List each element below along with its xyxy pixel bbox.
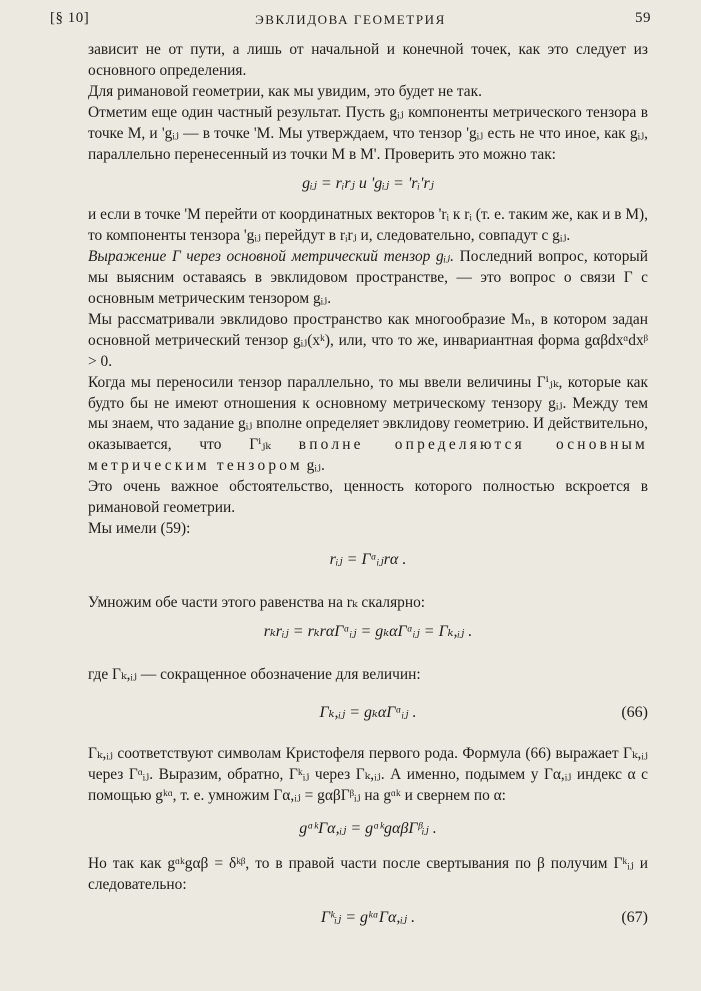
- chapter-title: ЭВКЛИДОВА ГЕОМЕТРИЯ: [255, 12, 446, 27]
- paragraph: зависит не от пути, а лишь от начальной и конечной точек, как это следует из основного определения.: [88, 41, 648, 79]
- paragraph-text: Когда мы переносили тензор параллельно, то мы ввели величины Γⁱⱼₖ, которые как будто бы не имеют отношения к основному метрическому тензору gᵢⱼ. Между тем мы знаем, что задание gᵢⱼ вполне определяет эвклидову геометрию. И действительно, оказывается, что Γⁱⱼₖ: [88, 373, 648, 454]
- page-body: [88, 40, 648, 929]
- paragraph: Мы рассматривали эвклидово пространство как многообразие Mₙ, в котором задан основной метрический тензор gᵢⱼ(xᵏ), или, что то же, инвариантная форма gαβdxᵅdxᵝ > 0.: [88, 310, 648, 370]
- paragraph: [88, 373, 648, 478]
- formula-text: Γₖ,ᵢⱼ = gₖαΓᵅᵢⱼ .: [319, 704, 417, 722]
- paragraph: Γₖ,ᵢⱼ соответствуют символам Кристофеля первого рода. Формула (66) выражает Γₖ,ᵢⱼ через Γᵅᵢⱼ. Выразим, обратно, Γᵏᵢⱼ через Γₖ,ᵢⱼ. А именно, подымем у Γα,ᵢⱼ индекс α с помощью gᵏᵅ, т. е. умножим Γα,ᵢⱼ = gαβΓᵝᵢⱼ на gᵅᵏ и свернем по α:: [88, 745, 648, 805]
- formula: rₖrᵢⱼ = rₖrαΓᵅᵢⱼ = gₖαΓᵅᵢⱼ = Γₖ,ᵢⱼ .: [263, 622, 473, 640]
- page-number: 59: [635, 10, 651, 26]
- formula: rᵢⱼ = Γᵅᵢⱼrα .: [329, 550, 407, 568]
- equation-number: (67): [621, 908, 648, 926]
- formula: gᵢⱼ = rᵢrⱼ и 'gᵢⱼ = 'rᵢ'rⱼ: [302, 175, 434, 193]
- formula-text: Γᵏᵢⱼ = gᵏᵅΓα,ᵢⱼ .: [320, 908, 416, 926]
- paragraph: Умножим обе части этого равенства на rₖ скалярно:: [88, 593, 426, 611]
- paragraph: Мы имели (59):: [88, 519, 191, 537]
- equation-number: (66): [621, 704, 648, 722]
- paragraph: Но так как gᵅᵏgαβ = δᵏᵝ, то в правой части после свертывания по β получим Γᵏᵢⱼ и следовательно:: [88, 855, 648, 893]
- running-header: [50, 8, 651, 30]
- paragraph: и если в точке 'M перейти от координатных векторов 'rᵢ к rᵢ (т. е. таким же, как и в M), то компоненты тензора 'gᵢⱼ перейдут в rᵢrⱼ и, следовательно, совпадут с gᵢⱼ.: [88, 206, 648, 245]
- emphasized-text: вполне определяются основным метрическим тензором: [88, 436, 648, 475]
- formula-numbered: [88, 703, 648, 724]
- formula-numbered: [88, 908, 648, 929]
- paragraph-text: Последний вопрос, который мы выясним оставаясь в эвклидовом пространстве, — это вопрос о связи Γ с основным метрическим тензором gᵢⱼ.: [88, 248, 649, 307]
- paragraph-with-heading: [88, 247, 648, 310]
- paragraph: Отметим еще один частный результат. Пусть gᵢⱼ компоненты метрического тензора в точке M, и 'gᵢⱼ — в точке 'M. Мы утверждаем, что тензор 'gᵢⱼ есть не что иное, как gᵢⱼ, параллельно перенесенный из точки M в M'. Проверить это можно так:: [88, 103, 648, 163]
- paragraph: где Γₖ,ᵢⱼ — сокращенное обозначение для величин:: [88, 665, 421, 683]
- formula: gᵅᵏΓα,ᵢⱼ = gᵅᵏgαβΓᵝᵢⱼ .: [299, 820, 437, 838]
- paragraph-text: gᵢⱼ.: [302, 457, 325, 475]
- paragraph: Это очень важное обстоятельство, ценность которого полностью вскроется в римановой геометрии.: [88, 478, 648, 517]
- paragraph: Для римановой геометрии, как мы увидим, это будет не так.: [88, 82, 482, 100]
- section-reference: [§ 10]: [50, 10, 90, 26]
- inline-heading: Выражение Γ через основной метрический тензор gᵢⱼ.: [88, 248, 455, 266]
